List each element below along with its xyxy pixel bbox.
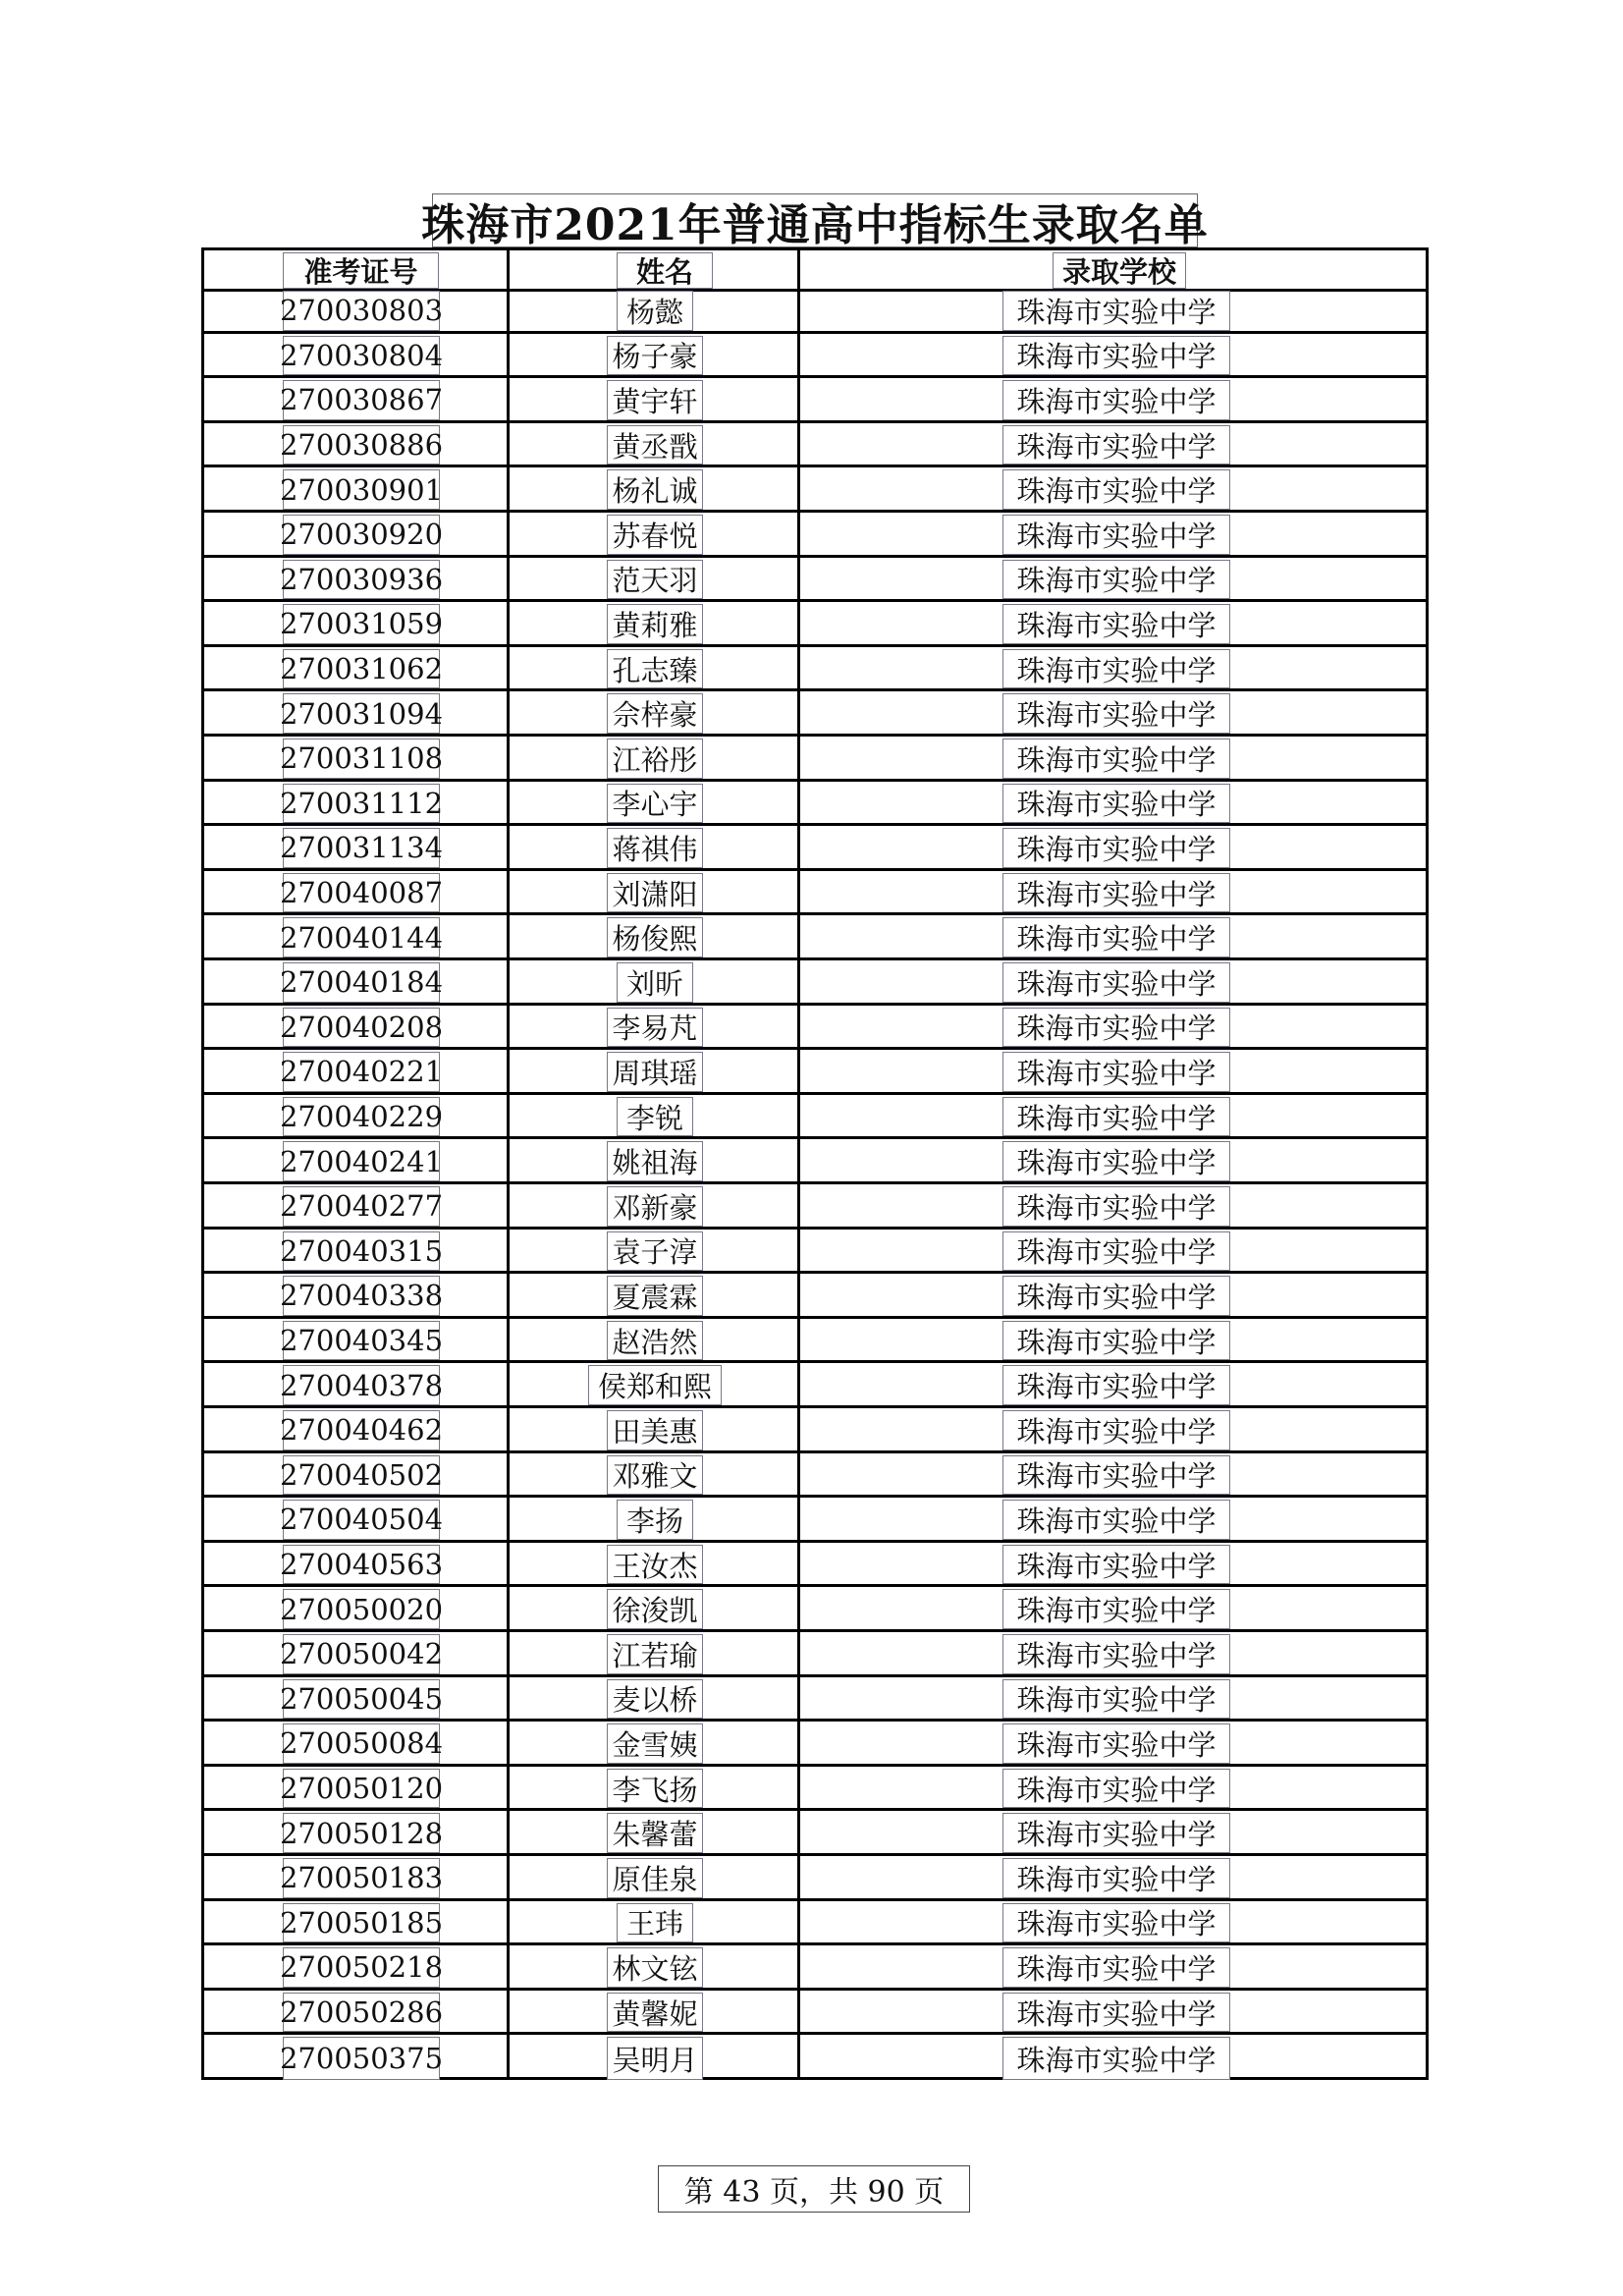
- exam-id-cell: 270040502: [283, 1455, 440, 1496]
- school-cell: 珠海市实验中学: [1002, 1858, 1230, 1898]
- name-cell: 侯郑和熙: [588, 1365, 722, 1405]
- school-cell: 珠海市实验中学: [1002, 738, 1230, 779]
- name-cell: 麦以桥: [607, 1679, 703, 1720]
- exam-id-cell: 270031112: [283, 784, 440, 824]
- school-cell: 珠海市实验中学: [1002, 1679, 1230, 1720]
- exam-id-cell: 270031094: [283, 693, 440, 734]
- school-cell: 珠海市实验中学: [1002, 1276, 1230, 1316]
- table-row: [204, 423, 1426, 468]
- exam-id-cell: 270030804: [283, 336, 440, 376]
- table-row: [204, 289, 1426, 334]
- school-cell: 珠海市实验中学: [1002, 291, 1230, 331]
- name-cell: 金雪姨: [607, 1723, 703, 1764]
- exam-id-cell: 270050045: [283, 1679, 440, 1720]
- table-row: [204, 2035, 1426, 2080]
- table-row: [204, 960, 1426, 1006]
- school-cell: 珠海市实验中学: [1002, 1008, 1230, 1048]
- table-row: [204, 1945, 1426, 1991]
- exam-id-cell: 270040229: [283, 1097, 440, 1137]
- name-cell: 田美惠: [607, 1410, 703, 1450]
- table-row: [204, 1991, 1426, 2036]
- exam-id-cell: 270031108: [283, 738, 440, 779]
- school-cell: 珠海市实验中学: [1002, 1545, 1230, 1585]
- school-cell: 珠海市实验中学: [1002, 1097, 1230, 1137]
- exam-id-cell: 270040504: [283, 1500, 440, 1540]
- table-row: [204, 467, 1426, 513]
- table-row: [204, 1274, 1426, 1319]
- school-cell: 珠海市实验中学: [1002, 649, 1230, 689]
- table-row: [204, 647, 1426, 692]
- table-row: [204, 1632, 1426, 1677]
- exam-id-cell: 270040144: [283, 917, 440, 957]
- name-cell: 朱馨蕾: [607, 1813, 703, 1853]
- name-cell: 李锐: [617, 1097, 693, 1137]
- table-row: [204, 1767, 1426, 1812]
- school-cell: 珠海市实验中学: [1002, 1231, 1230, 1272]
- table-row: [204, 1543, 1426, 1588]
- school-cell: 珠海市实验中学: [1002, 1500, 1230, 1540]
- school-cell: 珠海市实验中学: [1002, 336, 1230, 376]
- school-cell: 珠海市实验中学: [1002, 1634, 1230, 1674]
- exam-id-cell: 270050185: [283, 1903, 440, 1943]
- name-cell: 原佳泉: [607, 1858, 703, 1898]
- table-row: [204, 378, 1426, 423]
- exam-id-cell: 270050128: [283, 1813, 440, 1853]
- exam-id-cell: 270030803: [283, 291, 440, 331]
- exam-id-cell: 270031059: [283, 604, 440, 644]
- name-cell: 蒋祺伟: [607, 828, 703, 868]
- name-cell: 杨礼诚: [607, 469, 703, 510]
- admission-table: [201, 247, 1429, 2080]
- table-row: [204, 691, 1426, 737]
- exam-id-cell: 270040277: [283, 1186, 440, 1227]
- name-cell: 李易芃: [607, 1008, 703, 1048]
- exam-id-cell: 270040087: [283, 873, 440, 913]
- exam-id-cell: 270030867: [283, 380, 440, 420]
- exam-id-cell: 270030936: [283, 560, 440, 600]
- table-row: [204, 737, 1426, 782]
- table-row: [204, 1139, 1426, 1184]
- name-cell: 周琪瑶: [607, 1052, 703, 1092]
- school-cell: 珠海市实验中学: [1002, 1365, 1230, 1405]
- name-cell: 赵浩然: [607, 1321, 703, 1361]
- table-row: [204, 1006, 1426, 1051]
- exam-id-cell: 270050286: [283, 1993, 440, 2033]
- name-cell: 邓雅文: [607, 1455, 703, 1496]
- name-cell: 王汝杰: [607, 1545, 703, 1585]
- exam-id-cell: 270030886: [283, 425, 440, 465]
- page-number: 第 43 页，共 90 页: [658, 2165, 970, 2213]
- name-cell: 姚祖海: [607, 1141, 703, 1181]
- school-cell: 珠海市实验中学: [1002, 693, 1230, 734]
- school-cell: 珠海市实验中学: [1002, 1947, 1230, 1988]
- school-cell: 珠海市实验中学: [1002, 1141, 1230, 1181]
- school-cell: 珠海市实验中学: [1002, 828, 1230, 868]
- name-cell: 黄莉雅: [607, 604, 703, 644]
- page-title: 珠海市2021年普通高中指标生录取名单: [432, 193, 1198, 247]
- table-row: [204, 1095, 1426, 1140]
- name-cell: 袁子淳: [607, 1231, 703, 1272]
- exam-id-cell: 270030901: [283, 469, 440, 510]
- table-row: [204, 871, 1426, 916]
- name-cell: 杨俊熙: [607, 917, 703, 957]
- exam-id-cell: 270040378: [283, 1365, 440, 1405]
- table-row: [204, 1811, 1426, 1856]
- name-cell: 李心宇: [607, 784, 703, 824]
- name-cell: 李飞扬: [607, 1769, 703, 1809]
- school-cell: 珠海市实验中学: [1002, 1769, 1230, 1809]
- header-name: 姓名: [617, 252, 713, 289]
- exam-id-cell: 270040184: [283, 962, 440, 1003]
- school-cell: 珠海市实验中学: [1002, 917, 1230, 957]
- exam-id-cell: 270040338: [283, 1276, 440, 1316]
- exam-id-cell: 270040563: [283, 1545, 440, 1585]
- exam-id-cell: 270050020: [283, 1589, 440, 1629]
- table-row: [204, 1856, 1426, 1901]
- exam-id-cell: 270030920: [283, 515, 440, 555]
- school-cell: 珠海市实验中学: [1002, 1993, 1230, 2033]
- exam-id-cell: 270050042: [283, 1634, 440, 1674]
- table-row: [204, 1901, 1426, 1946]
- exam-id-cell: 270040221: [283, 1052, 440, 1092]
- exam-id-cell: 270050183: [283, 1858, 440, 1898]
- exam-id-cell: 270031062: [283, 649, 440, 689]
- table-header: [204, 250, 1426, 292]
- school-cell: 珠海市实验中学: [1002, 1903, 1230, 1943]
- table-row: [204, 1453, 1426, 1499]
- exam-id-cell: 270050218: [283, 1947, 440, 1988]
- table-row: [204, 826, 1426, 871]
- school-cell: 珠海市实验中学: [1002, 469, 1230, 510]
- exam-id-cell: 270050375: [283, 2037, 440, 2080]
- exam-id-cell: 270031134: [283, 828, 440, 868]
- name-cell: 夏震霖: [607, 1276, 703, 1316]
- name-cell: 孔志臻: [607, 649, 703, 689]
- table-row: [204, 558, 1426, 603]
- name-cell: 林文铉: [607, 1947, 703, 1988]
- name-cell: 江裕彤: [607, 738, 703, 779]
- school-cell: 珠海市实验中学: [1002, 1321, 1230, 1361]
- exam-id-cell: 270050120: [283, 1769, 440, 1809]
- table-row: [204, 1184, 1426, 1230]
- table-row: [204, 334, 1426, 379]
- name-cell: 苏春悦: [607, 515, 703, 555]
- name-cell: 佘梓豪: [607, 693, 703, 734]
- name-cell: 邓新豪: [607, 1186, 703, 1227]
- table-row: [204, 1230, 1426, 1275]
- school-cell: 珠海市实验中学: [1002, 873, 1230, 913]
- table-row: [204, 1677, 1426, 1722]
- exam-id-cell: 270050084: [283, 1723, 440, 1764]
- school-cell: 珠海市实验中学: [1002, 1052, 1230, 1092]
- name-cell: 范天羽: [607, 560, 703, 600]
- school-cell: 珠海市实验中学: [1002, 1455, 1230, 1496]
- school-cell: 珠海市实验中学: [1002, 1589, 1230, 1629]
- school-cell: 珠海市实验中学: [1002, 962, 1230, 1003]
- exam-id-cell: 270040208: [283, 1008, 440, 1048]
- table-row: [204, 1498, 1426, 1543]
- school-cell: 珠海市实验中学: [1002, 425, 1230, 465]
- table-row: [204, 782, 1426, 827]
- name-cell: 刘昕: [617, 962, 693, 1003]
- exam-id-cell: 270040241: [283, 1141, 440, 1181]
- name-cell: 刘潇阳: [607, 873, 703, 913]
- exam-id-cell: 270040345: [283, 1321, 440, 1361]
- name-cell: 黄丞戬: [607, 425, 703, 465]
- school-cell: 珠海市实验中学: [1002, 1410, 1230, 1450]
- name-cell: 李扬: [617, 1500, 693, 1540]
- exam-id-cell: 270040462: [283, 1410, 440, 1450]
- name-cell: 江若瑜: [607, 1634, 703, 1674]
- name-cell: 黄宇轩: [607, 380, 703, 420]
- table-row: [204, 1722, 1426, 1767]
- table-row: [204, 1363, 1426, 1408]
- name-cell: 黄馨妮: [607, 1993, 703, 2033]
- school-cell: 珠海市实验中学: [1002, 784, 1230, 824]
- name-cell: 杨子豪: [607, 336, 703, 376]
- table-row: [204, 1408, 1426, 1453]
- header-exam-id: 准考证号: [283, 252, 439, 289]
- table-row: [204, 1587, 1426, 1632]
- table-row: [204, 1319, 1426, 1364]
- school-cell: 珠海市实验中学: [1002, 560, 1230, 600]
- school-cell: 珠海市实验中学: [1002, 1813, 1230, 1853]
- name-cell: 王玮: [617, 1903, 693, 1943]
- table-row: [204, 1050, 1426, 1095]
- header-school: 录取学校: [1053, 252, 1186, 289]
- school-cell: 珠海市实验中学: [1002, 1186, 1230, 1227]
- table-row: [204, 513, 1426, 558]
- school-cell: 珠海市实验中学: [1002, 515, 1230, 555]
- school-cell: 珠海市实验中学: [1002, 1723, 1230, 1764]
- name-cell: 杨懿: [617, 291, 693, 331]
- name-cell: 吴明月: [607, 2037, 703, 2080]
- table-row: [204, 915, 1426, 960]
- table-row: [204, 602, 1426, 647]
- school-cell: 珠海市实验中学: [1002, 380, 1230, 420]
- school-cell: 珠海市实验中学: [1002, 2037, 1230, 2080]
- name-cell: 徐浚凯: [607, 1589, 703, 1629]
- exam-id-cell: 270040315: [283, 1231, 440, 1272]
- school-cell: 珠海市实验中学: [1002, 604, 1230, 644]
